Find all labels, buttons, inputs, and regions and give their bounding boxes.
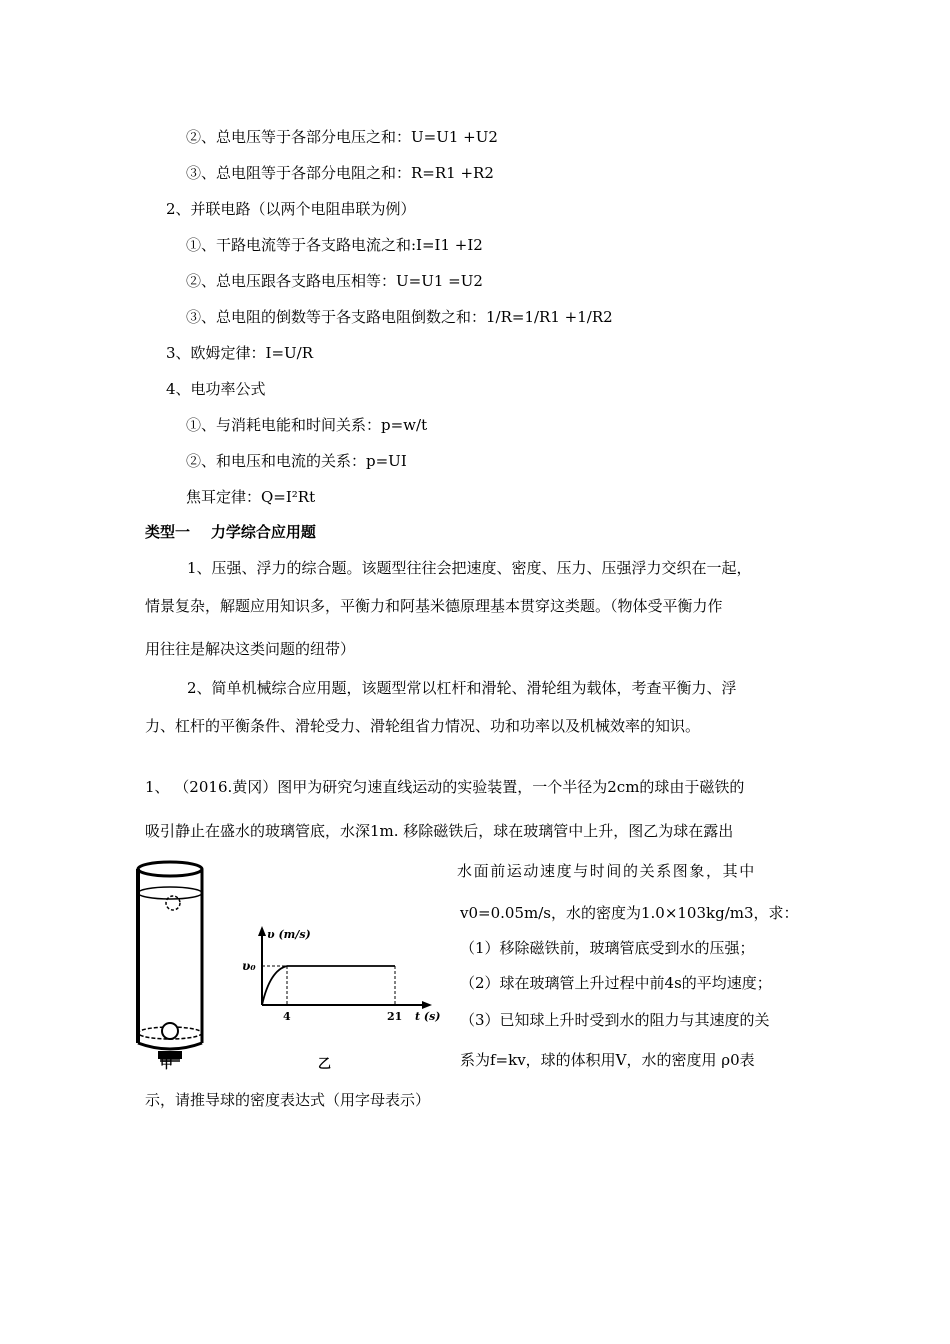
- question-2: （2）球在玻璃管上升过程中前4s的平均速度；: [460, 974, 772, 992]
- figure-jia-label: 甲: [160, 1057, 174, 1072]
- y-axis-label: υ (m/s): [267, 928, 311, 941]
- problem-line9: 示，请推导球的密度表达式（用字母表示）: [145, 1091, 431, 1109]
- power-energy-time: ①、与消耗电能和时间关系：p=w/t: [186, 416, 428, 434]
- v0-label: υ₀: [242, 959, 256, 973]
- problem-line8: 系为f=kv，球的体积用V，水的密度用 ρ0表: [460, 1051, 755, 1069]
- problem-line2: 吸引静止在盛水的玻璃管底，水深1m. 移除磁铁后，球在玻璃管中上升，图乙为球在露出: [145, 822, 734, 840]
- item2-line2: 力、杠杆的平衡条件、滑轮受力、滑轮组省力情况、功和功率以及机械效率的知识。: [145, 717, 701, 735]
- velocity-curve: [262, 966, 287, 1005]
- item1-line1-text: 1、压强、浮力的综合题。该题型往往会把速度、密度、压力、压强浮力交织在一起，: [187, 559, 752, 577]
- tick-4-label: 4: [283, 1010, 291, 1023]
- parallel-current-rule: ①、干路电流等于各支路电流之和:I=I1 +I2: [186, 236, 483, 254]
- tick-21-label: 21: [387, 1010, 403, 1023]
- series-voltage-rule: ②、总电压等于各部分电压之和：U=U1 +U2: [186, 128, 498, 146]
- section-heading: 类型一 力学综合应用题: [145, 523, 316, 541]
- x-axis-label: t (s): [415, 1010, 441, 1023]
- ohms-law: 3、欧姆定律：I=U/R: [166, 344, 314, 362]
- y-axis-arrow: [258, 926, 266, 936]
- power-voltage-current: ②、和电压和电流的关系：p=UI: [186, 452, 407, 470]
- problem-line4: v0=0.05m/s，水的密度为1.0×103kg/m3，求：: [460, 904, 799, 922]
- figure-jia-glass-tube: [130, 855, 210, 1080]
- problem-line1: 1、 （2016.黄冈）图甲为研究匀速直线运动的实验装置，一个半径为2cm的球由于磁铁的: [145, 778, 745, 796]
- parallel-circuit-title: 2、并联电路（以两个电阻串联为例）: [166, 200, 416, 218]
- parallel-voltage-rule: ②、总电压跟各支路电压相等：U=U1 =U2: [186, 272, 483, 290]
- x-axis-arrow: [422, 1001, 432, 1009]
- item2-line1: 2、简单机械综合应用题，该题型常以杠杆和滑轮、滑轮组为载体，考查平衡力、浮: [187, 679, 737, 697]
- question-1: （1）移除磁铁前，玻璃管底受到水的压强；: [460, 939, 755, 957]
- figure-yi-velocity-graph: [232, 920, 442, 1040]
- power-formula-title: 4、电功率公式: [166, 380, 266, 398]
- joule-law: 焦耳定律：Q=I²Rt: [186, 488, 316, 506]
- problem-line3: 水面前运动速度与时间的关系图象，其中: [457, 862, 756, 880]
- series-resistance-rule: ③、总电阻等于各部分电阻之和：R=R1 +R2: [186, 164, 494, 182]
- figure-yi-label: 乙: [318, 1057, 332, 1072]
- parallel-resistance-rule: ③、总电阻的倒数等于各支路电阻倒数之和：1/R=1/R1 +1/R2: [186, 308, 613, 326]
- item1-line3: 用往往是解决这类问题的纽带）: [145, 640, 356, 658]
- item1-line1: [187, 550, 804, 586]
- item1-line2: 情景复杂，解题应用知识多，平衡力和阿基米德原理基本贯穿这类题。（物体受平衡力作: [145, 597, 723, 615]
- question-3: （3）已知球上升时受到水的阻力与其速度的关: [460, 1011, 770, 1029]
